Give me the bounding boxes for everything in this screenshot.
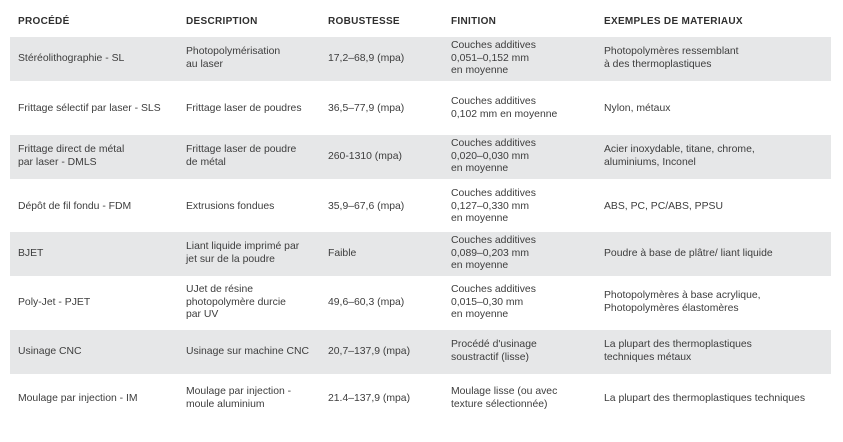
header-description: DESCRIPTION bbox=[186, 16, 258, 27]
cell-procede: Poly-Jet - PJET bbox=[18, 296, 91, 308]
table-header bbox=[0, 0, 843, 36]
cell-procede: Moulage par injection - IM bbox=[18, 392, 138, 404]
cell-description: Moulage par injection - moule aluminium bbox=[186, 386, 292, 410]
table-row bbox=[10, 87, 831, 131]
cell-finition: Moulage lisse (ou avec texture sélectionnée) bbox=[451, 386, 558, 410]
cell-robustesse: 20,7–137,9 (mpa) bbox=[328, 345, 411, 357]
table-row bbox=[10, 37, 831, 81]
cell-materiaux: Nylon, métaux bbox=[604, 102, 671, 114]
cell-finition: Couches additives 0,089–0,203 mm en moyenne bbox=[451, 235, 536, 272]
cell-robustesse: 35,9–67,6 (mpa) bbox=[328, 200, 405, 212]
cell-procede: Frittage direct de métal par laser - DMLS bbox=[18, 144, 125, 168]
cell-robustesse: Faible bbox=[328, 247, 357, 259]
cell-description: Frittage laser de poudres bbox=[186, 102, 302, 114]
cell-materiaux: Photopolymères ressemblant à des thermoplastiques bbox=[604, 46, 739, 70]
cell-procede: Frittage sélectif par laser - SLS bbox=[18, 102, 161, 114]
cell-robustesse: 21.4–137,9 (mpa) bbox=[328, 392, 411, 404]
table-row bbox=[10, 281, 831, 325]
cell-description: Frittage laser de poudre de métal bbox=[186, 144, 297, 168]
cell-procede: Stéréolithographie - SL bbox=[18, 52, 125, 64]
header-materiaux: EXEMPLES DE MATERIAUX bbox=[604, 16, 743, 27]
header-finition: FINITION bbox=[451, 16, 497, 27]
cell-materiaux: La plupart des thermoplastiques techniques métaux bbox=[604, 339, 752, 363]
table-row bbox=[10, 135, 831, 179]
cell-materiaux: ABS, PC, PC/ABS, PPSU bbox=[604, 200, 723, 212]
cell-robustesse: 260-1310 (mpa) bbox=[328, 150, 402, 162]
cell-materiaux: Poudre à base de plâtre/ liant liquide bbox=[604, 247, 773, 259]
table-row bbox=[10, 232, 831, 276]
cell-materiaux: La plupart des thermoplastiques techniques bbox=[604, 392, 806, 404]
cell-finition: Procédé d'usinage soustractif (lisse) bbox=[451, 339, 537, 363]
cell-description: Usinage sur machine CNC bbox=[186, 345, 310, 357]
cell-procede: Usinage CNC bbox=[18, 345, 82, 357]
header-robustesse: ROBUSTESSE bbox=[328, 16, 400, 27]
cell-robustesse: 17,2–68,9 (mpa) bbox=[328, 52, 405, 64]
cell-description: Photopolymérisation au laser bbox=[186, 46, 281, 70]
cell-description: Extrusions fondues bbox=[186, 200, 275, 212]
cell-procede: Dépôt de fil fondu - FDM bbox=[18, 200, 132, 212]
cell-materiaux: Acier inoxydable, titane, chrome, aluminiums, Inconel bbox=[604, 144, 755, 168]
table-row bbox=[10, 330, 831, 374]
cell-robustesse: 49,6–60,3 (mpa) bbox=[328, 296, 405, 308]
cell-finition: Couches additives 0,127–0,330 mm en moyenne bbox=[451, 188, 536, 225]
cell-materiaux: Photopolymères à base acrylique, Photopolymères élastomères bbox=[604, 290, 761, 314]
table-row bbox=[10, 377, 831, 421]
cell-finition: Couches additives 0,102 mm en moyenne bbox=[451, 96, 558, 120]
cell-finition: Couches additives 0,051–0,152 mm en moyenne bbox=[451, 40, 536, 77]
table-row bbox=[10, 185, 831, 229]
cell-description: UJet de résine photopolymère durcie par UV bbox=[186, 284, 286, 321]
cell-finition: Couches additives 0,015–0,30 mm en moyenne bbox=[451, 284, 536, 321]
header-procede: PROCÉDÉ bbox=[18, 16, 70, 27]
cell-finition: Couches additives 0,020–0,030 mm en moyenne bbox=[451, 138, 536, 175]
cell-procede: BJET bbox=[18, 247, 44, 259]
cell-description: Liant liquide imprimé par jet sur de la poudre bbox=[186, 241, 300, 265]
cell-robustesse: 36,5–77,9 (mpa) bbox=[328, 102, 405, 114]
